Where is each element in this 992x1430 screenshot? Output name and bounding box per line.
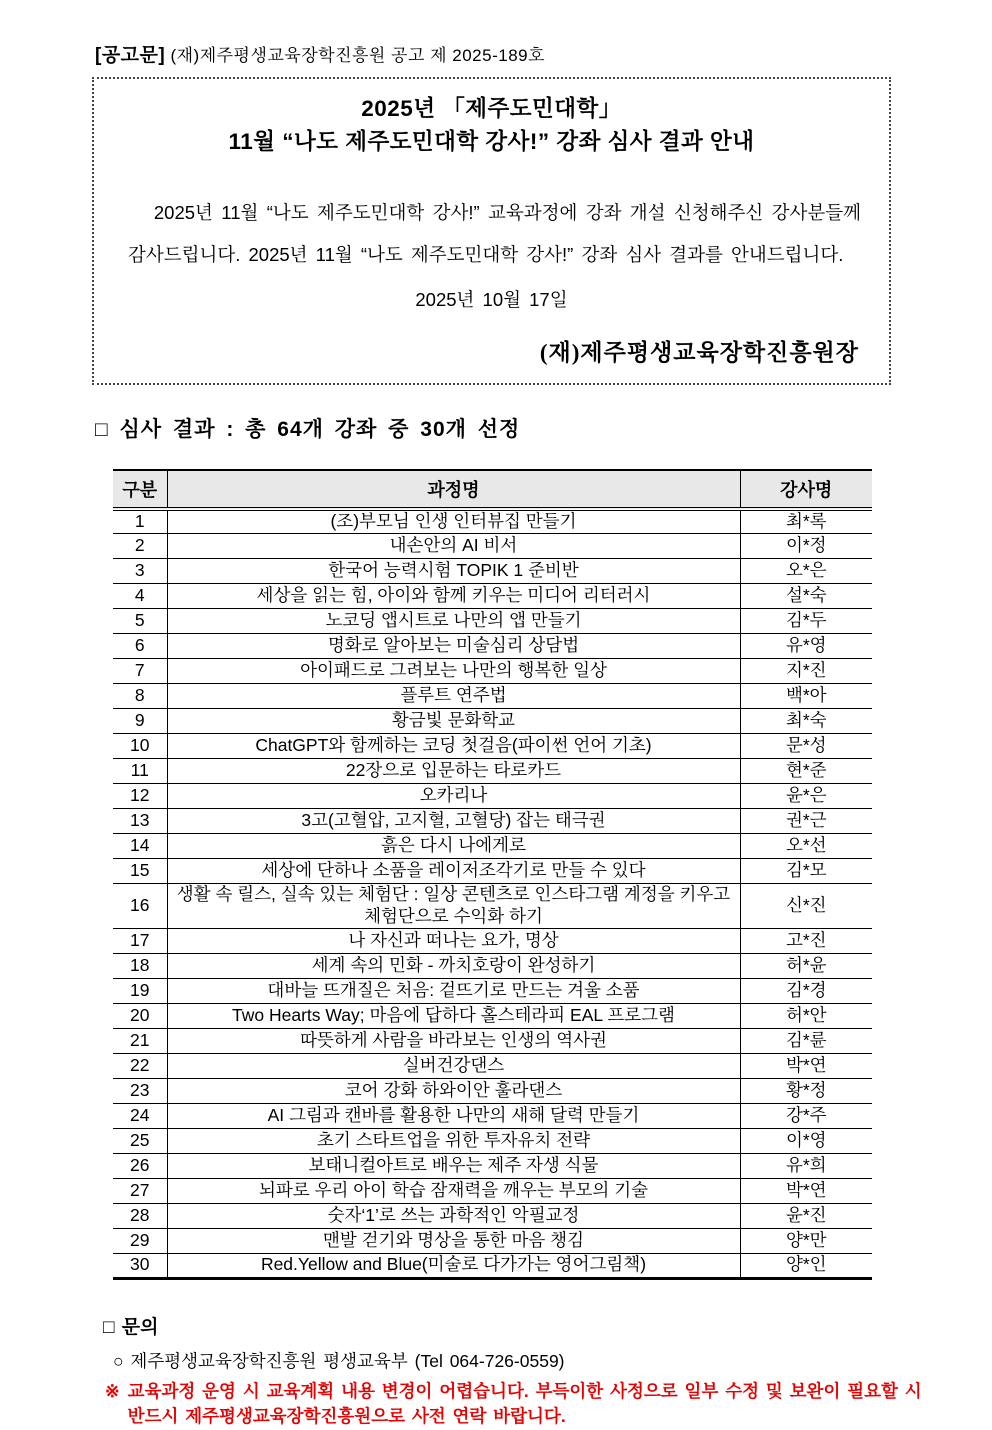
instructor-name: 유*영 (740, 634, 872, 659)
table-row (113, 1053, 872, 1078)
notice-title-line1: 2025년 「제주도민대학」 (361, 96, 622, 121)
contact-section (103, 1312, 992, 1430)
instructor-name: 김*경 (740, 978, 872, 1003)
notice-body-paragraph: 2025년 11월 “나도 제주도민대학 강사!” 교육과정에 강좌 개설 신청해주신 강사분들께 감사드립니다. 2025년 11월 “나도 제주도민대학 강사!” 강좌 심사 결과를 안내드립니다. (128, 202, 861, 265)
row-number: 2 (113, 534, 167, 559)
table-row (113, 559, 872, 584)
contact-heading: □ 문의 (103, 1316, 159, 1338)
results-section-heading: □ 심사 결과 : 총 64개 강좌 중 30개 선정 (95, 417, 521, 441)
table-row (113, 1203, 872, 1228)
course-name: 보태니컬아트로 배우는 제주 자생 식물 (167, 1153, 740, 1178)
row-number: 28 (113, 1203, 167, 1228)
results-table-header-row (113, 470, 872, 509)
table-row (113, 684, 872, 709)
row-number: 30 (113, 1253, 167, 1278)
row-number: 9 (113, 709, 167, 734)
results-table (113, 469, 872, 1280)
table-row (113, 1003, 872, 1028)
instructor-name: 오*은 (740, 559, 872, 584)
notice-title (110, 93, 873, 158)
table-row (113, 978, 872, 1003)
row-number: 13 (113, 809, 167, 834)
instructor-name: 윤*진 (740, 1203, 872, 1228)
table-row (113, 859, 872, 884)
instructor-name: 양*인 (740, 1253, 872, 1278)
notice-signature: (재)제주평생교육장학진흥원장 (539, 339, 859, 365)
warning-text (128, 1379, 992, 1430)
table-row (113, 784, 872, 809)
course-name: 노코딩 앱시트로 나만의 앱 만들기 (167, 609, 740, 634)
instructor-name: 백*아 (740, 684, 872, 709)
table-row (113, 834, 872, 859)
instructor-name: 김*모 (740, 859, 872, 884)
document-number-line (95, 40, 992, 67)
results-table-head (113, 470, 872, 509)
table-row (113, 534, 872, 559)
instructor-name: 오*선 (740, 834, 872, 859)
instructor-name: 설*숙 (740, 584, 872, 609)
row-number: 17 (113, 928, 167, 953)
row-number: 4 (113, 584, 167, 609)
row-number: 12 (113, 784, 167, 809)
course-name: 내손안의 AI 비서 (167, 534, 740, 559)
instructor-name: 박*연 (740, 1053, 872, 1078)
row-number: 1 (113, 509, 167, 534)
instructor-name: 김*륜 (740, 1028, 872, 1053)
row-number: 22 (113, 1053, 167, 1078)
document-number: (재)제주평생교육장학진흥원 공고 제 2025-189호 (170, 46, 546, 65)
course-name: 22장으로 입문하는 타로카드 (167, 759, 740, 784)
course-name: 3고(고혈압, 고지혈, 고혈당) 잡는 태극권 (167, 809, 740, 834)
instructor-name: 이*영 (740, 1128, 872, 1153)
course-name: AI 그림과 캔바를 활용한 나만의 새해 달력 만들기 (167, 1103, 740, 1128)
row-number: 3 (113, 559, 167, 584)
table-row (113, 1253, 872, 1278)
instructor-name: 황*정 (740, 1078, 872, 1103)
course-name: 뇌파로 우리 아이 학습 잠재력을 깨우는 부모의 기술 (167, 1178, 740, 1203)
row-number: 11 (113, 759, 167, 784)
table-row (113, 609, 872, 634)
course-name: 숫자‘1’로 쓰는 과학적인 악필교정 (167, 1203, 740, 1228)
instructor-name: 문*성 (740, 734, 872, 759)
row-number: 16 (113, 884, 167, 929)
instructor-name: 강*주 (740, 1103, 872, 1128)
row-number: 26 (113, 1153, 167, 1178)
course-name: 대바늘 뜨개질은 처음: 겉뜨기로 만드는 겨울 소품 (167, 978, 740, 1003)
instructor-name: 박*연 (740, 1178, 872, 1203)
table-row (113, 928, 872, 953)
row-number: 18 (113, 953, 167, 978)
warning-text-line2: 반드시 제주평생교육장학진흥원으로 사전 연락 바랍니다. (127, 1406, 566, 1427)
notice-box (92, 77, 891, 385)
row-number: 14 (113, 834, 167, 859)
course-name: Red.Yellow and Blue(미술로 다가가는 영어그림책) (167, 1253, 740, 1278)
row-number: 7 (113, 659, 167, 684)
instructor-name: 허*윤 (740, 953, 872, 978)
column-header-course: 과정명 (167, 470, 740, 509)
table-row (113, 953, 872, 978)
warning-asterisk-mark: ※ (105, 1380, 120, 1401)
table-row (113, 509, 872, 534)
course-name: 맨발 걷기와 명상을 통한 마음 챙김 (167, 1228, 740, 1253)
instructor-name: 이*정 (740, 534, 872, 559)
notice-title-line2: 11월 “나도 제주도민대학 강사!” 강좌 심사 결과 안내 (228, 128, 755, 154)
course-name: 따뜻하게 사람을 바라보는 인생의 역사권 (167, 1028, 740, 1053)
instructor-name: 양*만 (740, 1228, 872, 1253)
column-header-instructor: 강사명 (740, 470, 872, 509)
table-row (113, 1153, 872, 1178)
table-row (113, 1128, 872, 1153)
table-row (113, 1228, 872, 1253)
course-name: 오카리나 (167, 784, 740, 809)
table-row (113, 734, 872, 759)
table-row (113, 884, 872, 929)
instructor-name: 김*두 (740, 609, 872, 634)
row-number: 29 (113, 1228, 167, 1253)
course-name: (조)부모님 인생 인터뷰집 만들기 (167, 509, 740, 534)
instructor-name: 윤*은 (740, 784, 872, 809)
row-number: 24 (113, 1103, 167, 1128)
row-number: 8 (113, 684, 167, 709)
course-name: 초기 스타트업을 위한 투자유치 전략 (167, 1128, 740, 1153)
instructor-name: 최*록 (740, 509, 872, 534)
course-name: 코어 강화 하와이안 훌라댄스 (167, 1078, 740, 1103)
notice-date: 2025년 10월 17일 (415, 288, 568, 310)
instructor-name: 최*숙 (740, 709, 872, 734)
instructor-name: 신*진 (740, 884, 872, 929)
row-number: 20 (113, 1003, 167, 1028)
course-name: 한국어 능력시험 TOPIK 1 준비반 (167, 559, 740, 584)
table-row (113, 709, 872, 734)
table-row (113, 634, 872, 659)
row-number: 6 (113, 634, 167, 659)
warning-note (105, 1379, 992, 1430)
course-name: 흙은 다시 나에게로 (167, 834, 740, 859)
course-name: 세상에 단하나 소품을 레이저조각기로 만들 수 있다 (167, 859, 740, 884)
course-name: 나 자신과 떠나는 요가, 명상 (167, 928, 740, 953)
course-name: ChatGPT와 함께하는 코딩 첫걸음(파이썬 언어 기초) (167, 734, 740, 759)
instructor-name: 권*근 (740, 809, 872, 834)
instructor-name: 지*진 (740, 659, 872, 684)
course-name: 명화로 알아보는 미술심리 상담법 (167, 634, 740, 659)
table-row (113, 584, 872, 609)
row-number: 19 (113, 978, 167, 1003)
row-number: 23 (113, 1078, 167, 1103)
course-name: 아이패드로 그려보는 나만의 행복한 일상 (167, 659, 740, 684)
warning-text-line1: 교육과정 운영 시 교육계획 내용 변경이 어렵습니다. 부득이한 사정으로 일부 수정 및 보완이 필요할 시 (127, 1380, 922, 1401)
course-name: 플루트 연주법 (167, 684, 740, 709)
row-number: 25 (113, 1128, 167, 1153)
row-number: 27 (113, 1178, 167, 1203)
table-row (113, 759, 872, 784)
course-name: 세계 속의 민화 - 까치호랑이 완성하기 (167, 953, 740, 978)
instructor-name: 현*준 (740, 759, 872, 784)
contact-info-line: ○ 제주평생교육장학진흥원 평생교육부 (Tel 064-726-0559) (113, 1350, 565, 1371)
table-row (113, 1178, 872, 1203)
instructor-name: 허*안 (740, 1003, 872, 1028)
course-name: 황금빛 문화학교 (167, 709, 740, 734)
instructor-name: 유*희 (740, 1153, 872, 1178)
row-number: 5 (113, 609, 167, 634)
table-row (113, 1103, 872, 1128)
row-number: 10 (113, 734, 167, 759)
row-number: 21 (113, 1028, 167, 1053)
table-row (113, 1028, 872, 1053)
course-name: 실버건강댄스 (167, 1053, 740, 1078)
announcement-bracket-label: [공고문] (95, 45, 166, 66)
course-name: Two Hearts Way; 마음에 답하다 홀스테라피 EAL 프로그램 (167, 1003, 740, 1028)
column-header-no: 구분 (113, 470, 167, 509)
course-name: 생활 속 릴스, 실속 있는 체험단 : 일상 콘텐츠로 인스타그램 계정을 키우고 체험단으로 수익화 하기 (167, 884, 740, 929)
course-name: 세상을 읽는 힘, 아이와 함께 키우는 미디어 리터러시 (167, 584, 740, 609)
table-row (113, 809, 872, 834)
results-table-body (113, 509, 872, 1279)
table-row (113, 659, 872, 684)
row-number: 15 (113, 859, 167, 884)
instructor-name: 고*진 (740, 928, 872, 953)
table-row (113, 1078, 872, 1103)
